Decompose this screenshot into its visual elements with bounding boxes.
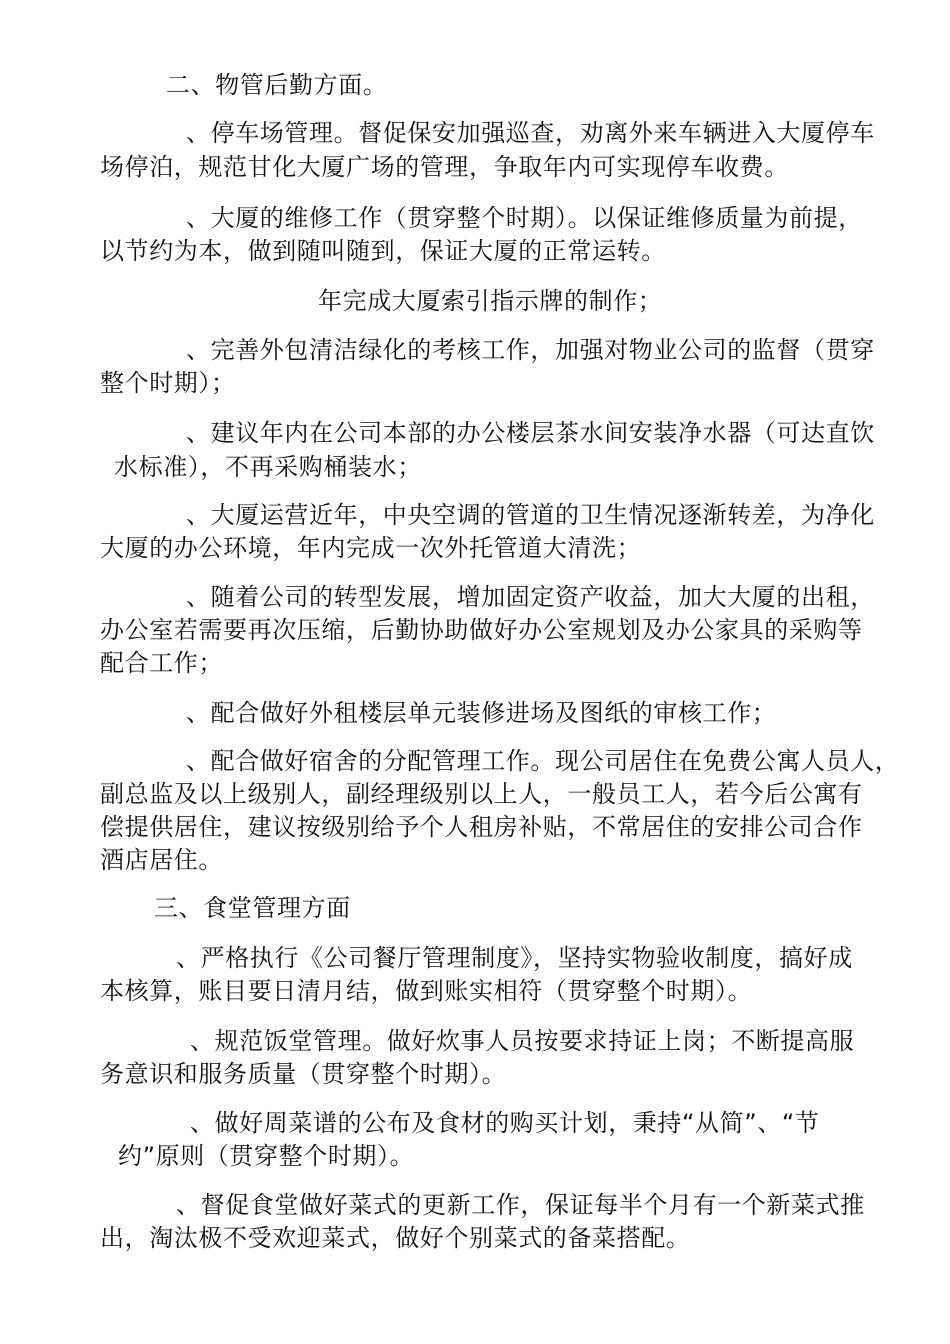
paragraph-line: 务意识和服务质量（贯穿整个时期）。 — [100, 1060, 507, 1088]
section-heading-property: 二、物管后勤方面。 — [166, 71, 388, 99]
paragraph-line: 、完善外包清洁绿化的考核工作，加强对物业公司的监督（贯穿 — [186, 336, 875, 364]
paragraph-line: 场停泊，规范甘化大厦广场的管理，争取年内可实现停车收费。 — [100, 153, 789, 181]
paragraph-line: 约”原则（贯穿整个时期）。 — [118, 1142, 415, 1170]
paragraph-line: 、大厦运营近年，中央空调的管道的卫生情况逐渐转差，为净化 — [186, 501, 875, 529]
paragraph-line: 酒店居住。 — [100, 846, 223, 874]
paragraph-line: 、随着公司的转型发展，增加固定资产收益，加大大厦的出租， — [186, 583, 875, 611]
paragraph-line: 、督促食堂做好菜式的更新工作，保证每半个月有一个新菜式推 — [176, 1191, 865, 1219]
paragraph-line: 、规范饭堂管理。做好炊事人员按要求持证上岗；不断提高服 — [190, 1027, 855, 1055]
paragraph-line: 水标准），不再采购桶装水； — [114, 453, 422, 481]
paragraph-line: 、停车场管理。督促保安加强巡查，劝离外来车辆进入大厦停车 — [186, 119, 875, 147]
paragraph-line: 本核算，账目要日清月结，做到账实相符（贯穿整个时期）。 — [100, 977, 753, 1005]
paragraph-line: 大厦的办公环境，年内完成一次外托管道大清洗； — [100, 534, 642, 562]
paragraph-line: 偿提供居住，建议按级别给予个人租房补贴，不常居住的安排公司合作 — [100, 813, 863, 841]
section-heading-canteen: 三、食堂管理方面 — [154, 894, 351, 922]
paragraph-line: 、建议年内在公司本部的办公楼层茶水间安装净水器（可达直饮 — [186, 419, 875, 447]
paragraph-line: 、大厦的维修工作（贯穿整个时期）。以保证维修质量为前提， — [186, 204, 863, 232]
paragraph-line: 、配合做好宿舍的分配管理工作。现公司居住在免费公寓人员人， — [186, 747, 900, 775]
paragraph-line: 整个时期）； — [100, 369, 236, 397]
paragraph-line: 以节约为本，做到随叫随到，保证大厦的正常运转。 — [100, 237, 666, 265]
paragraph-line: 年完成大厦索引指示牌的制作； — [318, 287, 663, 315]
paragraph-line: 副总监及以上级别人，副经理级别以上人，一般员工人，若今后公寓有 — [100, 780, 863, 808]
paragraph-line: 配合工作； — [100, 649, 223, 677]
paragraph-line: 、严格执行《公司餐厅管理制度》，坚持实物验收制度，搞好成 — [176, 944, 853, 972]
paragraph-line: 、配合做好外租楼层单元装修进场及图纸的审核工作； — [186, 699, 777, 727]
paragraph-line: 出，淘汰极不受欢迎菜式，做好个别菜式的备菜搭配。 — [100, 1224, 691, 1252]
paragraph-line: 、做好周菜谱的公布及食材的购买计划，秉持“从简”、“节 — [190, 1109, 820, 1137]
paragraph-line: 办公室若需要再次压缩，后勤协助做好办公室规划及办公家具的采购等 — [100, 616, 863, 644]
